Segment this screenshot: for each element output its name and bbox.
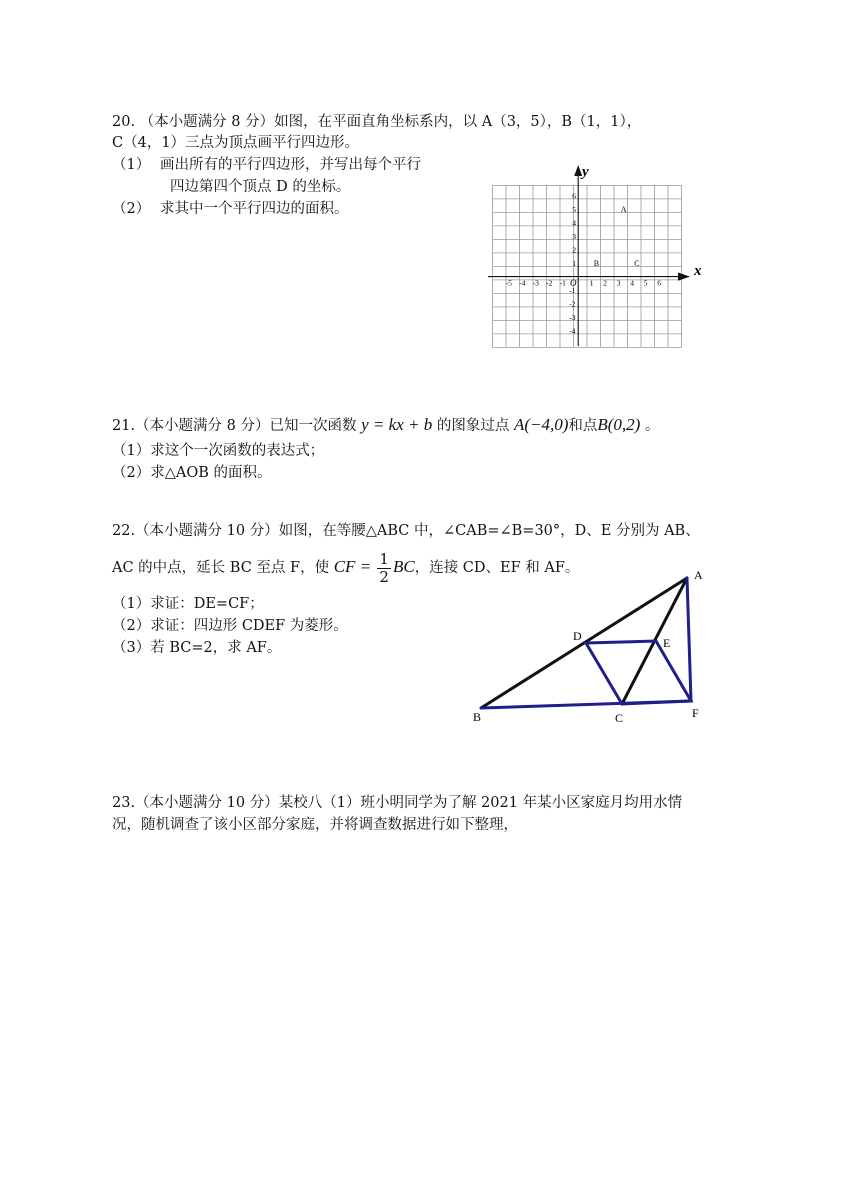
grid-point-label-a: A	[620, 205, 627, 215]
x-tick-label: -4	[519, 278, 526, 288]
y-tick-label: 3	[572, 232, 576, 242]
y-tick-label: -4	[569, 326, 576, 336]
x-tick-label: -5	[505, 278, 512, 288]
q22-fraction	[377, 551, 391, 586]
q22-line2: AC 的中点，延长 BC 至点 F，使 CF = $\frac{1}{2}$ BC，连接 CD、EF 和 AF。	[112, 549, 580, 586]
vertex-label-c: C	[615, 711, 624, 725]
q22-part3: （3）若 BC=2，求 AF。	[112, 640, 282, 656]
x-axis-label: x	[694, 263, 702, 279]
x-tick-label: 3	[616, 278, 621, 288]
vertex-label-b: B	[473, 710, 482, 724]
y-tick-label: -2	[569, 299, 576, 309]
q21-point-a: A(−4,0)	[513, 415, 569, 434]
y-tick-label: 2	[572, 245, 576, 255]
q22-fraction-denominator: 2	[379, 567, 389, 586]
q20-part2-text: 求其中一个平行四边的面积。	[160, 201, 349, 217]
q21-and: 和点	[568, 418, 598, 434]
triangle-figure	[468, 560, 728, 735]
y-tick-labels	[569, 192, 576, 336]
vertex-label-d: D	[573, 629, 582, 643]
grid-point-label-b: B	[593, 259, 600, 269]
q22-line1: 22.（本小题满分 10 分）如图，在等腰△ABC 中，∠CAB=∠B=30°，D、E 分别为 AB、	[112, 523, 700, 539]
q21-head-a: 21.（本小题满分 8 分）已知一次函数	[112, 418, 362, 434]
x-tick-label: -3	[532, 278, 539, 288]
q20-part2	[112, 199, 349, 219]
x-axis-arrow-icon	[678, 273, 690, 281]
grid-point-label-c: C	[634, 259, 640, 269]
y-axis-arrow-icon	[574, 165, 582, 176]
q20-part1-text-b: 四边第四个顶点 D 的坐标。	[170, 179, 351, 195]
q22-cf-rhs: BC	[392, 557, 415, 576]
y-tick-label: 4	[572, 218, 576, 228]
q20-line2: C（4，1）三点为顶点画平行四边形。	[112, 135, 360, 151]
x-tick-label: 1	[589, 278, 594, 288]
y-tick-label: 6	[572, 191, 576, 201]
q20-part1-number: （1）	[112, 157, 151, 173]
vertex-label-e: E	[663, 636, 671, 650]
x-tick-label: 5	[643, 278, 648, 288]
q23-line1: 23.（本小题满分 10 分）某校八（1）班小明同学为了解 2021 年某小区家庭月均用水情	[112, 795, 683, 811]
x-tick-label: 4	[630, 278, 634, 288]
q22-part1: （1）求证：DE=CF；	[112, 596, 264, 612]
q22-cf-lhs: CF	[333, 557, 356, 576]
y-tick-label: -1	[569, 286, 576, 296]
vertex-label-f: F	[692, 706, 699, 720]
q23-line2: 况，随机调查了该小区部分家庭，并将调查数据进行如下整理，	[112, 817, 518, 833]
q21-equation: y = kx + b	[361, 415, 433, 434]
q21-head-end: 。	[640, 418, 660, 434]
q21-line1	[112, 413, 659, 438]
q21-part2: （2）求△AOB 的面积。	[112, 465, 272, 481]
x-tick-label: 6	[657, 278, 661, 288]
axes	[488, 172, 680, 346]
q21-part1: （1）求这个一次函数的表达式；	[112, 443, 325, 459]
q20-line1: 20. （本小题满分 8 分）如图，在平面直角坐标系内，以 A（3，5），B（1，1），	[112, 114, 642, 130]
vertex-label-a: A	[694, 568, 703, 582]
segment-af	[687, 578, 691, 701]
q20-part1-text-a: 画出所有的平行四边形，并写出每个平行	[160, 157, 421, 173]
q21-head-b: 的图象过点	[432, 418, 514, 434]
x-tick-label: -1	[559, 278, 566, 288]
q22-line2-b: ，连接 CD、EF 和 AF。	[414, 560, 580, 576]
q20-part2-number: （2）	[112, 201, 151, 217]
q21-point-b: B(0,2)	[597, 415, 641, 434]
coordinate-grid-figure	[484, 160, 714, 350]
y-axis-label: y	[582, 164, 589, 180]
y-tick-label: 1	[572, 259, 576, 269]
q22-line2-a: AC 的中点，延长 BC 至点 F，使	[112, 560, 334, 576]
q22-fraction-numerator: 1	[379, 549, 389, 568]
x-tick-label: -2	[546, 278, 553, 288]
origin-label: O	[570, 278, 577, 288]
y-tick-label: 5	[572, 205, 576, 215]
x-tick-label: 2	[603, 278, 607, 288]
q20-part1	[112, 155, 421, 175]
grid-lines	[493, 185, 682, 347]
q22-part2: （2）求证：四边形 CDEF 为菱形。	[112, 618, 348, 634]
y-tick-label: -3	[569, 313, 576, 323]
